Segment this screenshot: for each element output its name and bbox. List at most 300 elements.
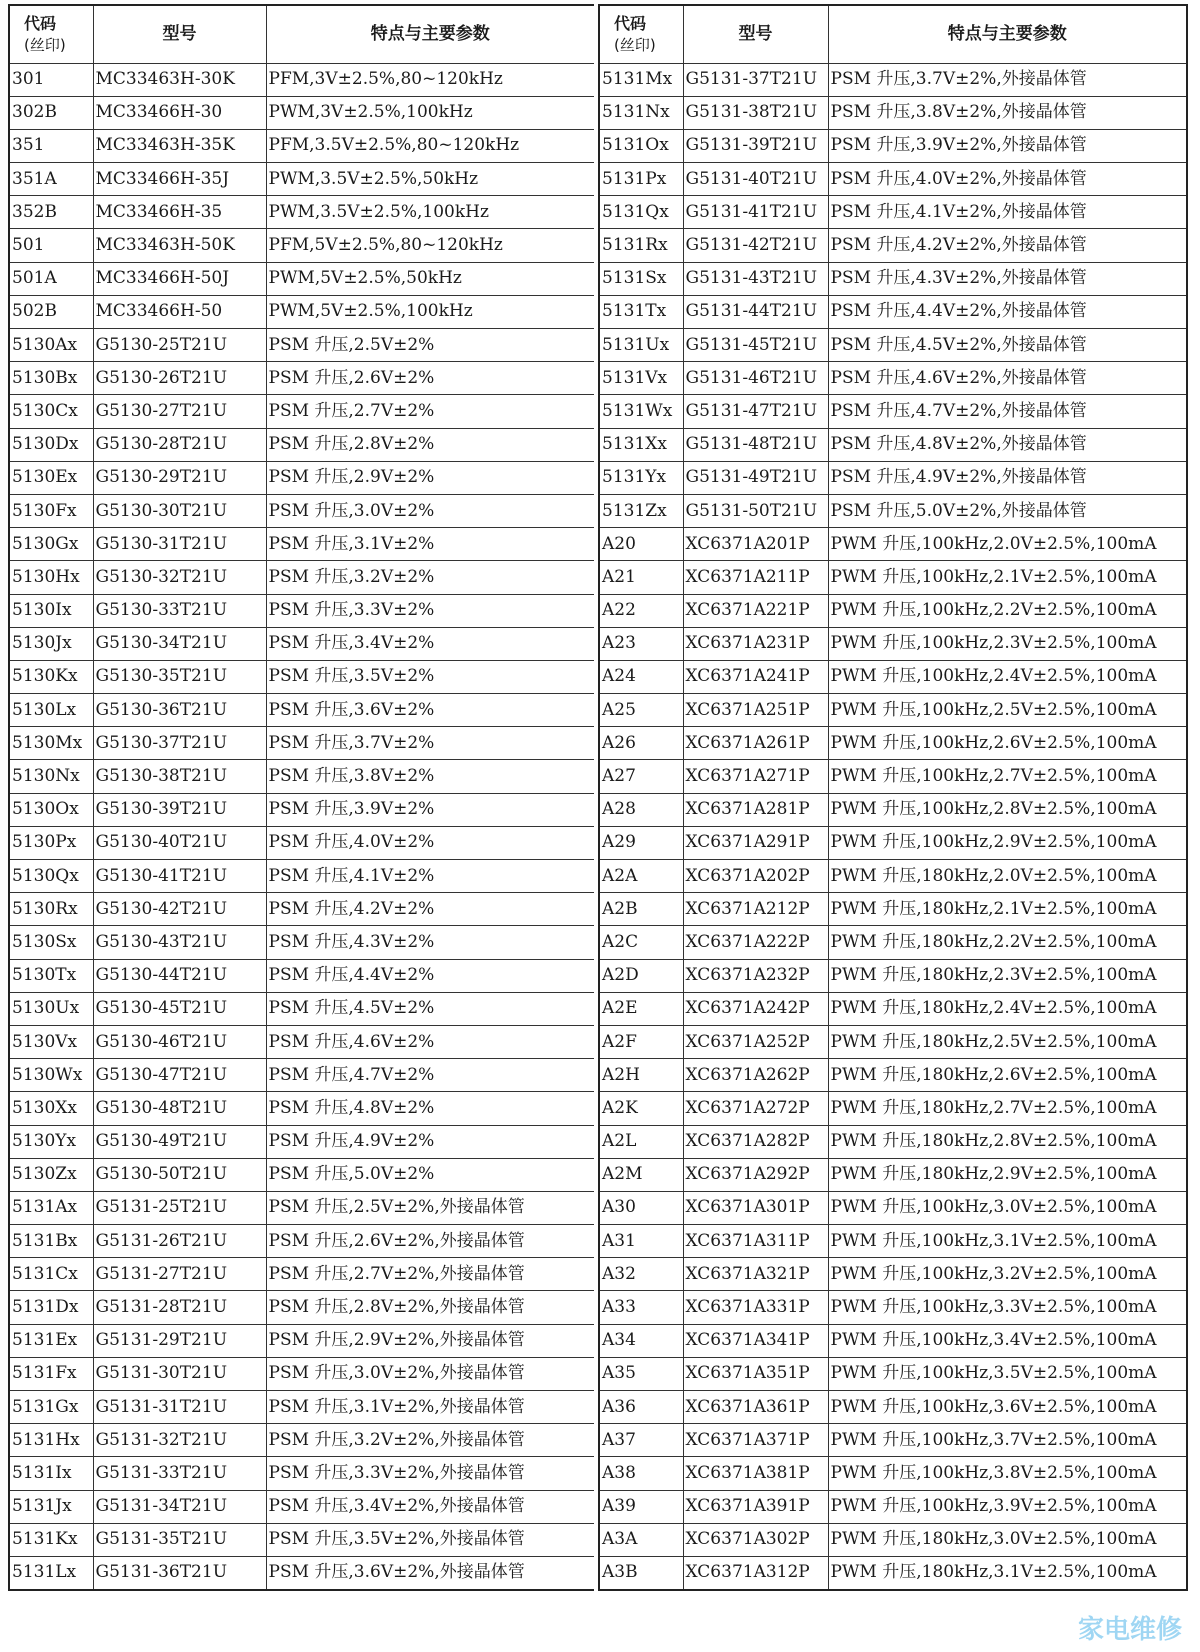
table-row bbox=[9, 1258, 595, 1291]
table-row bbox=[9, 63, 595, 96]
cell-code: A27 bbox=[599, 760, 683, 793]
table-row bbox=[9, 727, 595, 760]
cell-model: G5130-50T21U bbox=[93, 1158, 266, 1191]
cell-spec: PSM 升压,3.3V±2%,外接晶体管 bbox=[266, 1457, 595, 1490]
cell-spec: PSM 升压,4.9V±2% bbox=[266, 1125, 595, 1158]
table-row bbox=[599, 1059, 1187, 1092]
cell-spec: PSM 升压,4.8V±2%,外接晶体管 bbox=[828, 428, 1187, 461]
cell-code: A32 bbox=[599, 1258, 683, 1291]
cell-model: G5130-25T21U bbox=[93, 329, 266, 362]
table-row bbox=[9, 1324, 595, 1357]
cell-model: G5130-49T21U bbox=[93, 1125, 266, 1158]
cell-model: G5130-29T21U bbox=[93, 461, 266, 494]
table-row bbox=[599, 1291, 1187, 1324]
cell-model: XC6371A222P bbox=[683, 926, 828, 959]
cell-spec: PWM,3.5V±2.5%,50kHz bbox=[266, 163, 595, 196]
table-row bbox=[9, 229, 595, 262]
table-row bbox=[9, 1158, 595, 1191]
cell-spec: PWM 升压,180kHz,2.9V±2.5%,100mA bbox=[828, 1158, 1187, 1191]
table-row bbox=[9, 1556, 595, 1589]
cell-model: G5130-28T21U bbox=[93, 428, 266, 461]
table-row bbox=[599, 1025, 1187, 1058]
right-table-body bbox=[599, 63, 1187, 1590]
table-row bbox=[9, 329, 595, 362]
cell-spec: PSM 升压,3.7V±2% bbox=[266, 727, 595, 760]
cell-model: MC33466H-35J bbox=[93, 163, 266, 196]
cell-model: MC33463H-35K bbox=[93, 129, 266, 162]
cell-model: G5131-31T21U bbox=[93, 1391, 266, 1424]
right-header-row bbox=[599, 5, 1187, 63]
cell-spec: PSM 升压,4.9V±2%,外接晶体管 bbox=[828, 461, 1187, 494]
table-row bbox=[599, 1125, 1187, 1158]
cell-spec: PSM 升压,3.1V±2%,外接晶体管 bbox=[266, 1391, 595, 1424]
cell-model: XC6371A211P bbox=[683, 561, 828, 594]
cell-code: A35 bbox=[599, 1357, 683, 1390]
cell-spec: PSM 升压,4.7V±2% bbox=[266, 1059, 595, 1092]
table-row bbox=[9, 129, 595, 162]
cell-model: G5130-42T21U bbox=[93, 893, 266, 926]
header-code bbox=[599, 5, 683, 63]
cell-spec: PSM 升压,2.6V±2% bbox=[266, 362, 595, 395]
table-row bbox=[599, 163, 1187, 196]
cell-spec: PSM 升压,3.0V±2%,外接晶体管 bbox=[266, 1357, 595, 1390]
table-row bbox=[599, 826, 1187, 859]
cell-model: XC6371A361P bbox=[683, 1391, 828, 1424]
cell-spec: PWM 升压,180kHz,2.0V±2.5%,100mA bbox=[828, 860, 1187, 893]
cell-code: 351A bbox=[9, 163, 93, 196]
cell-model: G5131-49T21U bbox=[683, 461, 828, 494]
cell-spec: PWM 升压,100kHz,2.0V±2.5%,100mA bbox=[828, 528, 1187, 561]
table-row bbox=[599, 96, 1187, 129]
cell-code: 5130Gx bbox=[9, 528, 93, 561]
cell-spec: PWM 升压,100kHz,2.3V±2.5%,100mA bbox=[828, 627, 1187, 660]
cell-spec: PSM 升压,4.0V±2% bbox=[266, 826, 595, 859]
cell-model: XC6371A341P bbox=[683, 1324, 828, 1357]
table-row bbox=[9, 1357, 595, 1390]
table-row bbox=[9, 561, 595, 594]
cell-code: 5131Cx bbox=[9, 1258, 93, 1291]
cell-spec: PWM,5V±2.5%,100kHz bbox=[266, 295, 595, 328]
cell-code: 5131Bx bbox=[9, 1225, 93, 1258]
cell-code: 5130Kx bbox=[9, 660, 93, 693]
table-row bbox=[9, 992, 595, 1025]
cell-spec: PWM 升压,100kHz,3.1V±2.5%,100mA bbox=[828, 1225, 1187, 1258]
cell-model: G5130-31T21U bbox=[93, 528, 266, 561]
cell-model: XC6371A292P bbox=[683, 1158, 828, 1191]
cell-code: 5131Ux bbox=[599, 329, 683, 362]
cell-code: 5131Ax bbox=[9, 1191, 93, 1224]
table-row bbox=[9, 1391, 595, 1424]
cell-code: 5131Tx bbox=[599, 295, 683, 328]
cell-code: A2A bbox=[599, 860, 683, 893]
cell-spec: PSM 升压,3.2V±2%,外接晶体管 bbox=[266, 1424, 595, 1457]
cell-code: 5130Cx bbox=[9, 395, 93, 428]
cell-spec: PSM 升压,4.2V±2% bbox=[266, 893, 595, 926]
table-row bbox=[599, 627, 1187, 660]
cell-spec: PWM 升压,180kHz,2.1V±2.5%,100mA bbox=[828, 893, 1187, 926]
cell-model: G5131-48T21U bbox=[683, 428, 828, 461]
cell-code: 5131Nx bbox=[599, 96, 683, 129]
cell-model: XC6371A262P bbox=[683, 1059, 828, 1092]
cell-model: MC33466H-30 bbox=[93, 96, 266, 129]
cell-spec: PSM 升压,2.9V±2%,外接晶体管 bbox=[266, 1324, 595, 1357]
cell-spec: PSM 升压,4.4V±2%,外接晶体管 bbox=[828, 295, 1187, 328]
table-row bbox=[9, 196, 595, 229]
cell-spec: PWM 升压,100kHz,2.9V±2.5%,100mA bbox=[828, 826, 1187, 859]
cell-code: 301 bbox=[9, 63, 93, 96]
cell-code: 5130Ox bbox=[9, 793, 93, 826]
table-row bbox=[9, 1191, 595, 1224]
table-row bbox=[9, 295, 595, 328]
cell-code: A31 bbox=[599, 1225, 683, 1258]
cell-model: G5130-37T21U bbox=[93, 727, 266, 760]
cell-code: 5131Vx bbox=[599, 362, 683, 395]
table-row bbox=[599, 561, 1187, 594]
cell-model: MC33466H-50J bbox=[93, 262, 266, 295]
cell-model: G5130-30T21U bbox=[93, 494, 266, 527]
table-row bbox=[9, 1523, 595, 1556]
cell-code: 502B bbox=[9, 295, 93, 328]
header-code bbox=[9, 5, 93, 63]
cell-code: 5130Tx bbox=[9, 959, 93, 992]
cell-spec: PSM 升压,4.7V±2%,外接晶体管 bbox=[828, 395, 1187, 428]
cell-code: 5130Rx bbox=[9, 893, 93, 926]
cell-code: A36 bbox=[599, 1391, 683, 1424]
table-row bbox=[599, 860, 1187, 893]
cell-code: 501A bbox=[9, 262, 93, 295]
cell-code: 5130Wx bbox=[9, 1059, 93, 1092]
cell-spec: PWM 升压,100kHz,3.2V±2.5%,100mA bbox=[828, 1258, 1187, 1291]
cell-spec: PWM 升压,180kHz,2.8V±2.5%,100mA bbox=[828, 1125, 1187, 1158]
cell-spec: PSM 升压,4.2V±2%,外接晶体管 bbox=[828, 229, 1187, 262]
cell-code: 5130Ix bbox=[9, 594, 93, 627]
cell-code: 352B bbox=[9, 196, 93, 229]
table-row bbox=[9, 893, 595, 926]
cell-code: 5131Wx bbox=[599, 395, 683, 428]
cell-spec: PWM 升压,180kHz,2.6V±2.5%,100mA bbox=[828, 1059, 1187, 1092]
cell-model: XC6371A312P bbox=[683, 1556, 828, 1589]
cell-code: 5131Hx bbox=[9, 1424, 93, 1457]
cell-code: A29 bbox=[599, 826, 683, 859]
cell-spec: PSM 升压,2.8V±2% bbox=[266, 428, 595, 461]
cell-model: G5131-47T21U bbox=[683, 395, 828, 428]
cell-model: G5131-26T21U bbox=[93, 1225, 266, 1258]
cell-code: A37 bbox=[599, 1424, 683, 1457]
cell-spec: PSM 升压,4.0V±2%,外接晶体管 bbox=[828, 163, 1187, 196]
cell-code: A2E bbox=[599, 992, 683, 1025]
cell-spec: PSM 升压,3.6V±2% bbox=[266, 694, 595, 727]
cell-model: G5131-39T21U bbox=[683, 129, 828, 162]
cell-model: XC6371A242P bbox=[683, 992, 828, 1025]
cell-model: G5130-44T21U bbox=[93, 959, 266, 992]
cell-code: A38 bbox=[599, 1457, 683, 1490]
cell-code: A2B bbox=[599, 893, 683, 926]
cell-code: 5131Gx bbox=[9, 1391, 93, 1424]
cell-model: G5130-32T21U bbox=[93, 561, 266, 594]
cell-model: G5131-29T21U bbox=[93, 1324, 266, 1357]
cell-code: 5131Zx bbox=[599, 494, 683, 527]
table-row bbox=[599, 893, 1187, 926]
cell-code: A20 bbox=[599, 528, 683, 561]
cell-spec: PWM 升压,100kHz,3.7V±2.5%,100mA bbox=[828, 1424, 1187, 1457]
table-row bbox=[599, 926, 1187, 959]
cell-code: 5130Xx bbox=[9, 1092, 93, 1125]
table-row bbox=[9, 826, 595, 859]
cell-model: MC33466H-50 bbox=[93, 295, 266, 328]
cell-code: A2H bbox=[599, 1059, 683, 1092]
cell-model: G5130-33T21U bbox=[93, 594, 266, 627]
cell-spec: PSM 升压,3.5V±2%,外接晶体管 bbox=[266, 1523, 595, 1556]
table-row bbox=[9, 528, 595, 561]
cell-model: XC6371A321P bbox=[683, 1258, 828, 1291]
cell-model: XC6371A351P bbox=[683, 1357, 828, 1390]
cell-model: XC6371A311P bbox=[683, 1225, 828, 1258]
cell-model: G5131-41T21U bbox=[683, 196, 828, 229]
cell-spec: PSM 升压,4.3V±2%,外接晶体管 bbox=[828, 262, 1187, 295]
cell-spec: PSM 升压,2.9V±2% bbox=[266, 461, 595, 494]
cell-model: G5130-46T21U bbox=[93, 1025, 266, 1058]
cell-spec: PWM,3.5V±2.5%,100kHz bbox=[266, 196, 595, 229]
cell-spec: PSM 升压,4.6V±2% bbox=[266, 1025, 595, 1058]
table-row bbox=[599, 727, 1187, 760]
cell-spec: PWM 升压,180kHz,2.7V±2.5%,100mA bbox=[828, 1092, 1187, 1125]
cell-model: XC6371A252P bbox=[683, 1025, 828, 1058]
cell-spec: PSM 升压,4.1V±2% bbox=[266, 860, 595, 893]
cell-model: XC6371A301P bbox=[683, 1191, 828, 1224]
cell-model: XC6371A212P bbox=[683, 893, 828, 926]
table-row bbox=[599, 1158, 1187, 1191]
cell-spec: PWM 升压,100kHz,3.5V±2.5%,100mA bbox=[828, 1357, 1187, 1390]
cell-code: A2K bbox=[599, 1092, 683, 1125]
cell-spec: PWM 升压,100kHz,3.6V±2.5%,100mA bbox=[828, 1391, 1187, 1424]
cell-model: G5130-39T21U bbox=[93, 793, 266, 826]
cell-model: XC6371A261P bbox=[683, 727, 828, 760]
cell-code: 5131Xx bbox=[599, 428, 683, 461]
cell-spec: PWM 升压,100kHz,3.9V±2.5%,100mA bbox=[828, 1490, 1187, 1523]
table-row bbox=[9, 594, 595, 627]
table-row bbox=[599, 129, 1187, 162]
table-row bbox=[599, 1225, 1187, 1258]
table-row bbox=[9, 428, 595, 461]
table-row bbox=[599, 1391, 1187, 1424]
cell-code: 5130Lx bbox=[9, 694, 93, 727]
cell-model: G5130-47T21U bbox=[93, 1059, 266, 1092]
cell-model: G5131-50T21U bbox=[683, 494, 828, 527]
cell-spec: PSM 升压,3.1V±2% bbox=[266, 528, 595, 561]
cell-model: G5131-42T21U bbox=[683, 229, 828, 262]
cell-spec: PSM 升压,2.7V±2%,外接晶体管 bbox=[266, 1258, 595, 1291]
table-row bbox=[599, 362, 1187, 395]
cell-model: G5131-44T21U bbox=[683, 295, 828, 328]
cell-model: XC6371A391P bbox=[683, 1490, 828, 1523]
cell-code: 5131Ox bbox=[599, 129, 683, 162]
table-row bbox=[599, 594, 1187, 627]
table-row bbox=[599, 63, 1187, 96]
table-row bbox=[599, 1191, 1187, 1224]
table-row bbox=[599, 528, 1187, 561]
cell-code: 5131Fx bbox=[9, 1357, 93, 1390]
table-row bbox=[599, 1424, 1187, 1457]
cell-model: G5130-48T21U bbox=[93, 1092, 266, 1125]
cell-model: XC6371A381P bbox=[683, 1457, 828, 1490]
cell-code: 351 bbox=[9, 129, 93, 162]
cell-spec: PWM 升压,100kHz,2.5V±2.5%,100mA bbox=[828, 694, 1187, 727]
table-row bbox=[599, 196, 1187, 229]
cell-code: A3B bbox=[599, 1556, 683, 1589]
cell-code: 5131Kx bbox=[9, 1523, 93, 1556]
cell-spec: PWM 升压,180kHz,2.5V±2.5%,100mA bbox=[828, 1025, 1187, 1058]
cell-spec: PWM 升压,100kHz,2.8V±2.5%,100mA bbox=[828, 793, 1187, 826]
table-row bbox=[599, 428, 1187, 461]
table-row bbox=[9, 1424, 595, 1457]
cell-spec: PSM 升压,3.7V±2%,外接晶体管 bbox=[828, 63, 1187, 96]
cell-model: G5130-40T21U bbox=[93, 826, 266, 859]
cell-spec: PWM 升压,180kHz,2.2V±2.5%,100mA bbox=[828, 926, 1187, 959]
watermark-logo: 家电维修 bbox=[1077, 1615, 1182, 1645]
cell-spec: PWM 升压,100kHz,2.1V±2.5%,100mA bbox=[828, 561, 1187, 594]
cell-spec: PWM 升压,100kHz,2.7V±2.5%,100mA bbox=[828, 760, 1187, 793]
left-table-body bbox=[9, 63, 595, 1590]
table-row bbox=[9, 395, 595, 428]
table-row bbox=[9, 362, 595, 395]
table-row bbox=[599, 494, 1187, 527]
cell-code: 5131Lx bbox=[9, 1556, 93, 1589]
cell-spec: PSM 升压,4.8V±2% bbox=[266, 1092, 595, 1125]
cell-spec: PSM 升压,4.5V±2% bbox=[266, 992, 595, 1025]
cell-spec: PSM 升压,5.0V±2% bbox=[266, 1158, 595, 1191]
cell-model: G5131-35T21U bbox=[93, 1523, 266, 1556]
header-code-sub: (丝印) bbox=[614, 36, 656, 55]
table-row bbox=[599, 694, 1187, 727]
cell-model: XC6371A271P bbox=[683, 760, 828, 793]
table-row bbox=[599, 1092, 1187, 1125]
table-row bbox=[9, 96, 595, 129]
cell-code: 5130Px bbox=[9, 826, 93, 859]
cell-spec: PWM 升压,100kHz,3.0V±2.5%,100mA bbox=[828, 1191, 1187, 1224]
table-row bbox=[599, 329, 1187, 362]
cell-model: G5130-38T21U bbox=[93, 760, 266, 793]
cell-spec: PWM 升压,180kHz,3.1V±2.5%,100mA bbox=[828, 1556, 1187, 1589]
table-row bbox=[599, 959, 1187, 992]
cell-model: XC6371A221P bbox=[683, 594, 828, 627]
left-table bbox=[8, 4, 596, 1591]
table-row bbox=[599, 1490, 1187, 1523]
cell-model: XC6371A371P bbox=[683, 1424, 828, 1457]
cell-spec: PSM 升压,3.9V±2% bbox=[266, 793, 595, 826]
header-spec: 特点与主要参数 bbox=[266, 5, 595, 63]
cell-model: G5131-30T21U bbox=[93, 1357, 266, 1390]
cell-code: 5130Ax bbox=[9, 329, 93, 362]
cell-model: G5131-28T21U bbox=[93, 1291, 266, 1324]
cell-model: XC6371A232P bbox=[683, 959, 828, 992]
table-row bbox=[599, 1258, 1187, 1291]
cell-code: A3A bbox=[599, 1523, 683, 1556]
right-table bbox=[598, 4, 1188, 1591]
cell-code: 5131Sx bbox=[599, 262, 683, 295]
cell-code: 5131Rx bbox=[599, 229, 683, 262]
cell-model: XC6371A281P bbox=[683, 793, 828, 826]
cell-code: 5130Mx bbox=[9, 727, 93, 760]
cell-model: G5131-43T21U bbox=[683, 262, 828, 295]
cell-spec: PSM 升压,2.5V±2% bbox=[266, 329, 595, 362]
cell-spec: PSM 升压,4.1V±2%,外接晶体管 bbox=[828, 196, 1187, 229]
cell-spec: PSM 升压,3.9V±2%,外接晶体管 bbox=[828, 129, 1187, 162]
table-page bbox=[8, 4, 1186, 1644]
cell-model: G5131-45T21U bbox=[683, 329, 828, 362]
table-row bbox=[599, 461, 1187, 494]
cell-spec: PSM 升压,2.5V±2%,外接晶体管 bbox=[266, 1191, 595, 1224]
cell-code: 5131Jx bbox=[9, 1490, 93, 1523]
cell-spec: PWM,5V±2.5%,50kHz bbox=[266, 262, 595, 295]
table-row bbox=[9, 1092, 595, 1125]
table-row bbox=[599, 1324, 1187, 1357]
cell-spec: PWM 升压,100kHz,2.4V±2.5%,100mA bbox=[828, 660, 1187, 693]
cell-code: A2D bbox=[599, 959, 683, 992]
cell-spec: PFM,3V±2.5%,80~120kHz bbox=[266, 63, 595, 96]
header-code-sub: (丝印) bbox=[24, 36, 66, 55]
cell-spec: PWM 升压,180kHz,2.4V±2.5%,100mA bbox=[828, 992, 1187, 1025]
table-row bbox=[9, 793, 595, 826]
cell-model: G5131-25T21U bbox=[93, 1191, 266, 1224]
cell-code: 5130Yx bbox=[9, 1125, 93, 1158]
cell-spec: PWM,3V±2.5%,100kHz bbox=[266, 96, 595, 129]
table-row bbox=[9, 627, 595, 660]
cell-code: A39 bbox=[599, 1490, 683, 1523]
cell-spec: PSM 升压,3.2V±2% bbox=[266, 561, 595, 594]
table-row bbox=[599, 1357, 1187, 1390]
cell-spec: PWM 升压,100kHz,2.6V±2.5%,100mA bbox=[828, 727, 1187, 760]
cell-code: 5130Dx bbox=[9, 428, 93, 461]
table-row bbox=[599, 295, 1187, 328]
cell-code: A28 bbox=[599, 793, 683, 826]
table-row bbox=[9, 959, 595, 992]
table-row bbox=[599, 395, 1187, 428]
cell-code: 5130Qx bbox=[9, 860, 93, 893]
cell-code: 5130Nx bbox=[9, 760, 93, 793]
cell-spec: PSM 升压,3.4V±2%,外接晶体管 bbox=[266, 1490, 595, 1523]
table-row bbox=[599, 760, 1187, 793]
cell-model: G5131-32T21U bbox=[93, 1424, 266, 1457]
header-code-label: 代码 bbox=[24, 13, 57, 33]
cell-spec: PSM 升压,3.8V±2% bbox=[266, 760, 595, 793]
cell-spec: PSM 升压,2.6V±2%,外接晶体管 bbox=[266, 1225, 595, 1258]
table-row bbox=[599, 793, 1187, 826]
cell-code: A2M bbox=[599, 1158, 683, 1191]
table-row bbox=[599, 1523, 1187, 1556]
cell-model: G5131-46T21U bbox=[683, 362, 828, 395]
table-row bbox=[9, 760, 595, 793]
table-row bbox=[599, 992, 1187, 1025]
cell-spec: PSM 升压,3.6V±2%,外接晶体管 bbox=[266, 1556, 595, 1589]
cell-spec: PSM 升压,3.3V±2% bbox=[266, 594, 595, 627]
table-row bbox=[9, 1291, 595, 1324]
cell-code: A2C bbox=[599, 926, 683, 959]
cell-code: 5131Px bbox=[599, 163, 683, 196]
cell-code: 5130Hx bbox=[9, 561, 93, 594]
table-row bbox=[9, 1059, 595, 1092]
header-spec: 特点与主要参数 bbox=[828, 5, 1187, 63]
cell-model: G5130-34T21U bbox=[93, 627, 266, 660]
cell-code: 501 bbox=[9, 229, 93, 262]
cell-model: G5130-41T21U bbox=[93, 860, 266, 893]
header-model: 型号 bbox=[683, 5, 828, 63]
table-row bbox=[9, 1125, 595, 1158]
cell-code: 5131Ix bbox=[9, 1457, 93, 1490]
cell-spec: PSM 升压,4.4V±2% bbox=[266, 959, 595, 992]
header-code-label: 代码 bbox=[614, 13, 647, 33]
cell-model: XC6371A291P bbox=[683, 826, 828, 859]
cell-model: XC6371A241P bbox=[683, 660, 828, 693]
